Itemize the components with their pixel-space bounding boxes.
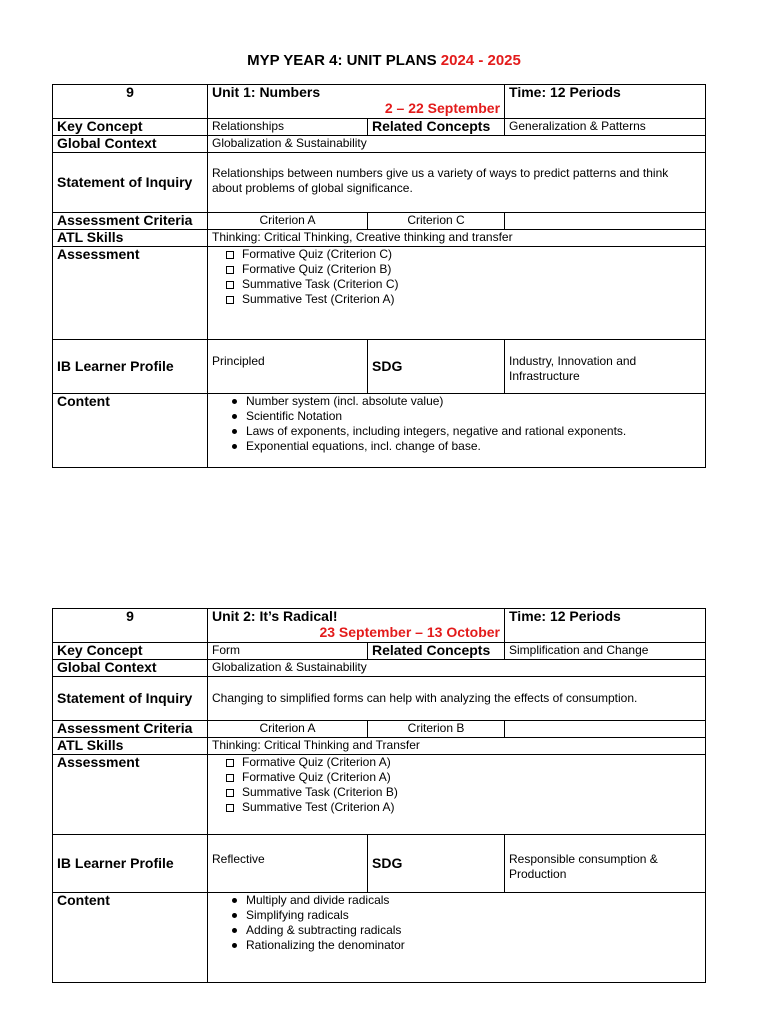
- unit-title-cell: [208, 609, 505, 643]
- sdg-label: SDG: [368, 835, 505, 893]
- content-item: Number system (incl. absolute value): [232, 394, 701, 409]
- content-item: Scientific Notation: [232, 409, 701, 424]
- global-context-row: [53, 136, 706, 153]
- content-item: Adding & subtracting radicals: [232, 923, 701, 938]
- checkbox-icon: [226, 759, 234, 767]
- global-context-value: Globalization & Sustainability: [208, 660, 706, 677]
- unit-time: Time: 12 Periods: [505, 609, 706, 643]
- assessment-list: [212, 755, 701, 815]
- learner-profile-label: IB Learner Profile: [53, 835, 208, 893]
- content-list: [212, 394, 701, 454]
- content-item: Exponential equations, incl. change of base.: [232, 439, 701, 454]
- sdg-label: SDG: [368, 340, 505, 394]
- assessment-item: Formative Quiz (Criterion C): [226, 247, 701, 262]
- assessment-label: Assessment: [53, 755, 208, 835]
- unit-title: Unit 2: It’s Radical!: [212, 608, 338, 624]
- soi-label: Statement of Inquiry: [53, 677, 208, 721]
- bullet-icon: [232, 414, 237, 419]
- global-context-row: [53, 660, 706, 677]
- soi-label: Statement of Inquiry: [53, 153, 208, 213]
- criterion-2: Criterion B: [368, 721, 505, 738]
- related-concepts-value: Generalization & Patterns: [505, 119, 706, 136]
- key-concept-label: Key Concept: [53, 119, 208, 136]
- title-years: 2024 - 2025: [440, 52, 521, 69]
- unit-title: Unit 1: Numbers: [212, 84, 321, 100]
- soi-row: [53, 677, 706, 721]
- soi-value: Changing to simplified forms can help with analyzing the effects of consumption.: [208, 677, 706, 721]
- bullet-icon: [232, 399, 237, 404]
- learner-profile-label: IB Learner Profile: [53, 340, 208, 394]
- checkbox-icon: [226, 296, 234, 304]
- criterion-3: [505, 213, 706, 230]
- atl-value: Thinking: Critical Thinking and Transfer: [208, 738, 706, 755]
- atl-label: ATL Skills: [53, 230, 208, 247]
- criterion-1: Criterion A: [208, 721, 368, 738]
- content-list: [212, 893, 701, 953]
- atl-row: [53, 230, 706, 247]
- checkbox-icon: [226, 251, 234, 259]
- content-label: Content: [53, 394, 208, 468]
- bullet-icon: [232, 943, 237, 948]
- criterion-3: [505, 721, 706, 738]
- assessment-item: Summative Task (Criterion C): [226, 277, 701, 292]
- content-list-cell: [208, 893, 706, 983]
- unit-time: Time: 12 Periods: [505, 85, 706, 119]
- content-row: [53, 394, 706, 468]
- content-item: Laws of exponents, including integers, negative and rational exponents.: [232, 424, 701, 439]
- soi-value: Relationships between numbers give us a variety of ways to predict patterns and think about problems of global significance.: [208, 153, 706, 213]
- bullet-icon: [232, 913, 237, 918]
- key-concept-value: Relationships: [208, 119, 368, 136]
- assessment-item: Formative Quiz (Criterion B): [226, 262, 701, 277]
- checkbox-icon: [226, 774, 234, 782]
- global-context-label: Global Context: [53, 660, 208, 677]
- criterion-1: Criterion A: [208, 213, 368, 230]
- key-concept-label: Key Concept: [53, 643, 208, 660]
- assessment-row: [53, 755, 706, 835]
- unit-title-cell: [208, 85, 505, 119]
- assessment-item: Summative Test (Criterion A): [226, 800, 701, 815]
- unit-2-table: [52, 608, 706, 983]
- unit-1-table: [52, 84, 706, 468]
- criteria-label: Assessment Criteria: [53, 721, 208, 738]
- atl-row: [53, 738, 706, 755]
- bullet-icon: [232, 444, 237, 449]
- key-concept-row: [53, 643, 706, 660]
- bullet-icon: [232, 928, 237, 933]
- assessment-item: Formative Quiz (Criterion A): [226, 770, 701, 785]
- sdg-value: Industry, Innovation and Infrastructure: [505, 340, 706, 394]
- unit-dates: 2 – 22 September: [384, 100, 501, 116]
- learner-profile-row: [53, 340, 706, 394]
- key-concept-row: [53, 119, 706, 136]
- content-item: Multiply and divide radicals: [232, 893, 701, 908]
- checkbox-icon: [226, 804, 234, 812]
- atl-value: Thinking: Critical Thinking, Creative thinking and transfer: [208, 230, 706, 247]
- unit-header-row: [53, 609, 706, 643]
- bullet-icon: [232, 429, 237, 434]
- checkbox-icon: [226, 281, 234, 289]
- content-item: Rationalizing the denominator: [232, 938, 701, 953]
- content-label: Content: [53, 893, 208, 983]
- criteria-label: Assessment Criteria: [53, 213, 208, 230]
- global-context-label: Global Context: [53, 136, 208, 153]
- assessment-row: [53, 247, 706, 340]
- title-main: MYP YEAR 4: UNIT PLANS: [247, 52, 441, 69]
- related-concepts-label: Related Concepts: [368, 119, 505, 136]
- related-concepts-value: Simplification and Change: [505, 643, 706, 660]
- assessment-label: Assessment: [53, 247, 208, 340]
- atl-label: ATL Skills: [53, 738, 208, 755]
- learner-profile-row: [53, 835, 706, 893]
- bullet-icon: [232, 898, 237, 903]
- criterion-2: Criterion C: [368, 213, 505, 230]
- content-item: Simplifying radicals: [232, 908, 701, 923]
- unit-header-row: [53, 85, 706, 119]
- global-context-value: Globalization & Sustainability: [208, 136, 706, 153]
- content-row: [53, 893, 706, 983]
- assessment-item: Formative Quiz (Criterion A): [226, 755, 701, 770]
- content-list-cell: [208, 394, 706, 468]
- checkbox-icon: [226, 266, 234, 274]
- key-concept-value: Form: [208, 643, 368, 660]
- assessment-list-cell: [208, 755, 706, 835]
- assessment-item: Summative Task (Criterion B): [226, 785, 701, 800]
- soi-row: [53, 153, 706, 213]
- document-title: [0, 52, 768, 69]
- assessment-list: [212, 247, 701, 307]
- checkbox-icon: [226, 789, 234, 797]
- criteria-row: [53, 213, 706, 230]
- grade-cell: 9: [53, 85, 208, 119]
- learner-profile-value: Principled: [208, 340, 368, 394]
- assessment-list-cell: [208, 247, 706, 340]
- sdg-value: Responsible consumption & Production: [505, 835, 706, 893]
- grade-cell: 9: [53, 609, 208, 643]
- learner-profile-value: Reflective: [208, 835, 368, 893]
- related-concepts-label: Related Concepts: [368, 643, 505, 660]
- unit-dates: 23 September – 13 October: [319, 624, 500, 640]
- assessment-item: Summative Test (Criterion A): [226, 292, 701, 307]
- criteria-row: [53, 721, 706, 738]
